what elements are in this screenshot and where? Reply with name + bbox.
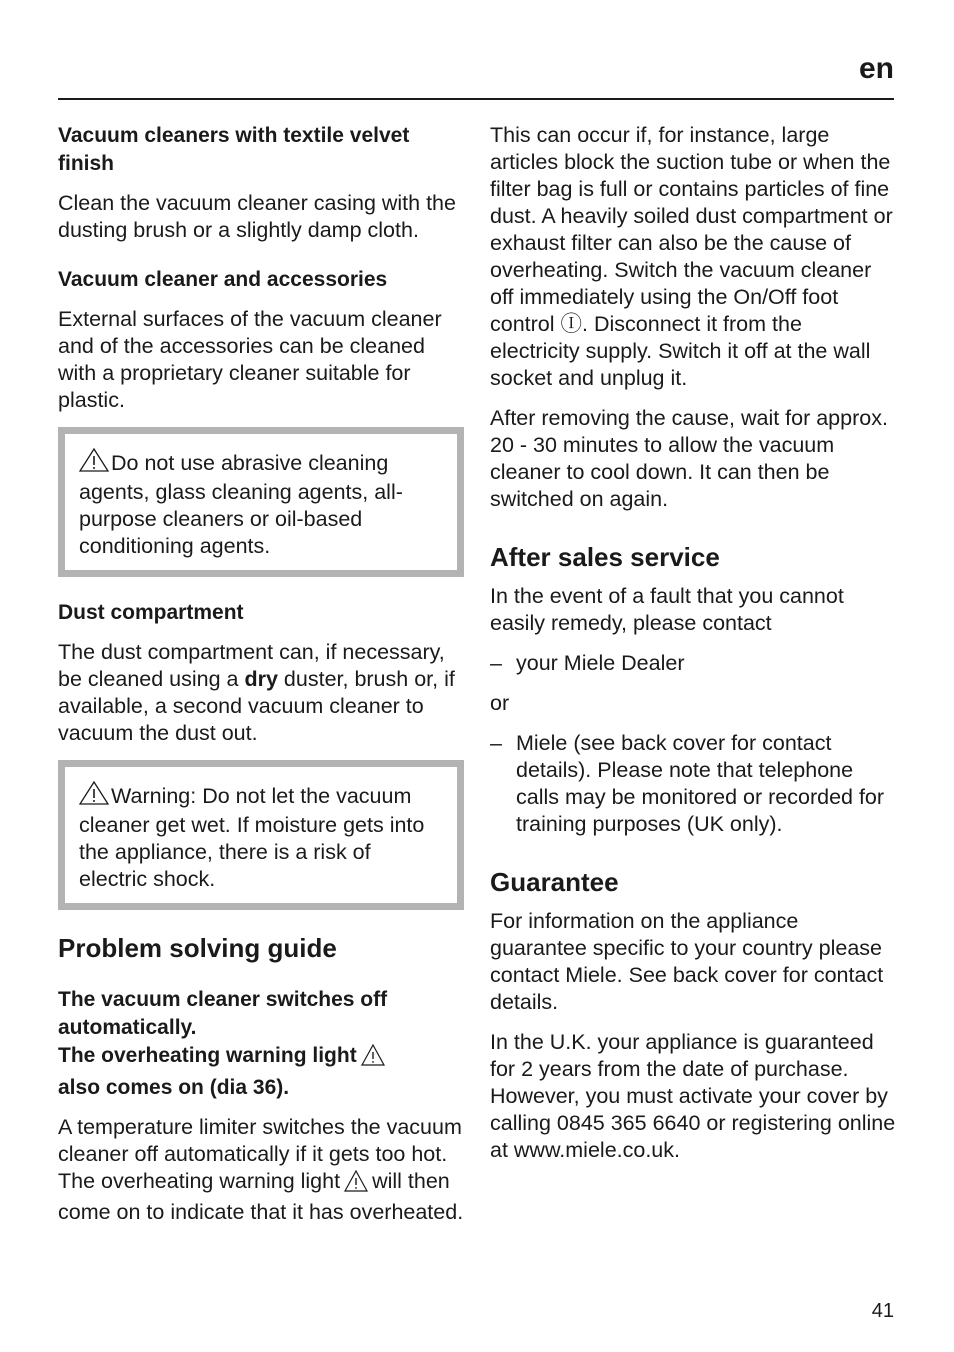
cause-text: This can occur if, for instance, large articles block the suction tube or when the filter bag is full or contains particles of fine dust. A heavily soiled dust compartment or exhaust filter can also be the cause of overheating. Switch the vacuum cleaner off immediately using the On/Off foot control Ⓘ. Disconnect it from the electricity supply. Switch it off at the wall socket and unplug it. [490, 123, 893, 390]
warning-icon [79, 781, 109, 812]
dust-text: The dust compartment can, if necessary, be cleaned using a dry duster, brush or, if available, a second vacuum cleaner to vacuum the dust out. [58, 640, 455, 745]
problem-subheading-2: The overheating warning light also comes on (dia 36). [58, 1042, 464, 1102]
accessories-text: External surfaces of the vacuum cleaner and of the accessories can be cleaned with a proprietary cleaner suitable for plastic. [58, 307, 442, 412]
textile-text: Clean the vacuum cleaner casing with the dusting brush or a slightly damp cloth. [58, 191, 456, 242]
overheating-warning-icon [344, 1170, 368, 1199]
warning-text-wet: Warning: Do not let the vacuum cleaner get wet. If moisture gets into the appliance, there is a risk of electric shock. [79, 784, 425, 891]
header-rule [58, 98, 894, 100]
dust-heading: Dust compartment [58, 601, 244, 624]
warning-icon [79, 448, 109, 479]
guarantee-heading: Guarantee [490, 867, 619, 897]
language-code: en [858, 52, 894, 85]
problem-solving-heading: Problem solving guide [58, 933, 337, 963]
guarantee-text-1: For information on the appliance guarantee specific to your country please contact Miele. See back cover for contact details. [490, 909, 884, 1014]
left-column [58, 122, 464, 1239]
list-item: – your Miele Dealer [490, 651, 685, 675]
cooldown-text: After removing the cause, wait for approx. 20 - 30 minutes to allow the vacuum cleaner to cool down. It can then be switched on again. [490, 406, 888, 511]
overheating-warning-icon [361, 1044, 385, 1074]
dry-emphasis: dry [244, 667, 278, 691]
warning-text-cleaning-agents: Do not use abrasive cleaning agents, glass cleaning agents, all-purpose cleaners or oil-based conditioning agents. [79, 451, 403, 558]
warning-box-wet [58, 760, 464, 910]
after-sales-heading: After sales service [490, 542, 720, 572]
page-number: 41 [871, 1300, 894, 1322]
or-text: or [490, 691, 510, 715]
list-item: – Miele (see back cover for contact details). Please note that telephone calls may be monitored or recorded for training purposes (UK only). [490, 731, 885, 836]
guarantee-text-2: In the U.K. your appliance is guaranteed for 2 years from the date of purchase. However, you must activate your cover by calling 0845 365 6640 or registering online at www.miele.co.uk. [490, 1030, 896, 1162]
after-sales-text: In the event of a fault that you cannot easily remedy, please contact [490, 584, 844, 635]
problem-text: A temperature limiter switches the vacuum cleaner off automatically if it gets too hot. The overheating warning light will then come on to indicate that it has overheated. [58, 1115, 464, 1224]
right-column [490, 122, 896, 1177]
onoff-symbol: Ⓘ [560, 312, 583, 336]
textile-heading: Vacuum cleaners with textile velvet finish [58, 124, 410, 175]
accessories-heading: Vacuum cleaner and accessories [58, 268, 388, 291]
problem-subheading-1: The vacuum cleaner switches off automatically. [58, 988, 388, 1039]
warning-box-cleaning-agents [58, 427, 464, 577]
